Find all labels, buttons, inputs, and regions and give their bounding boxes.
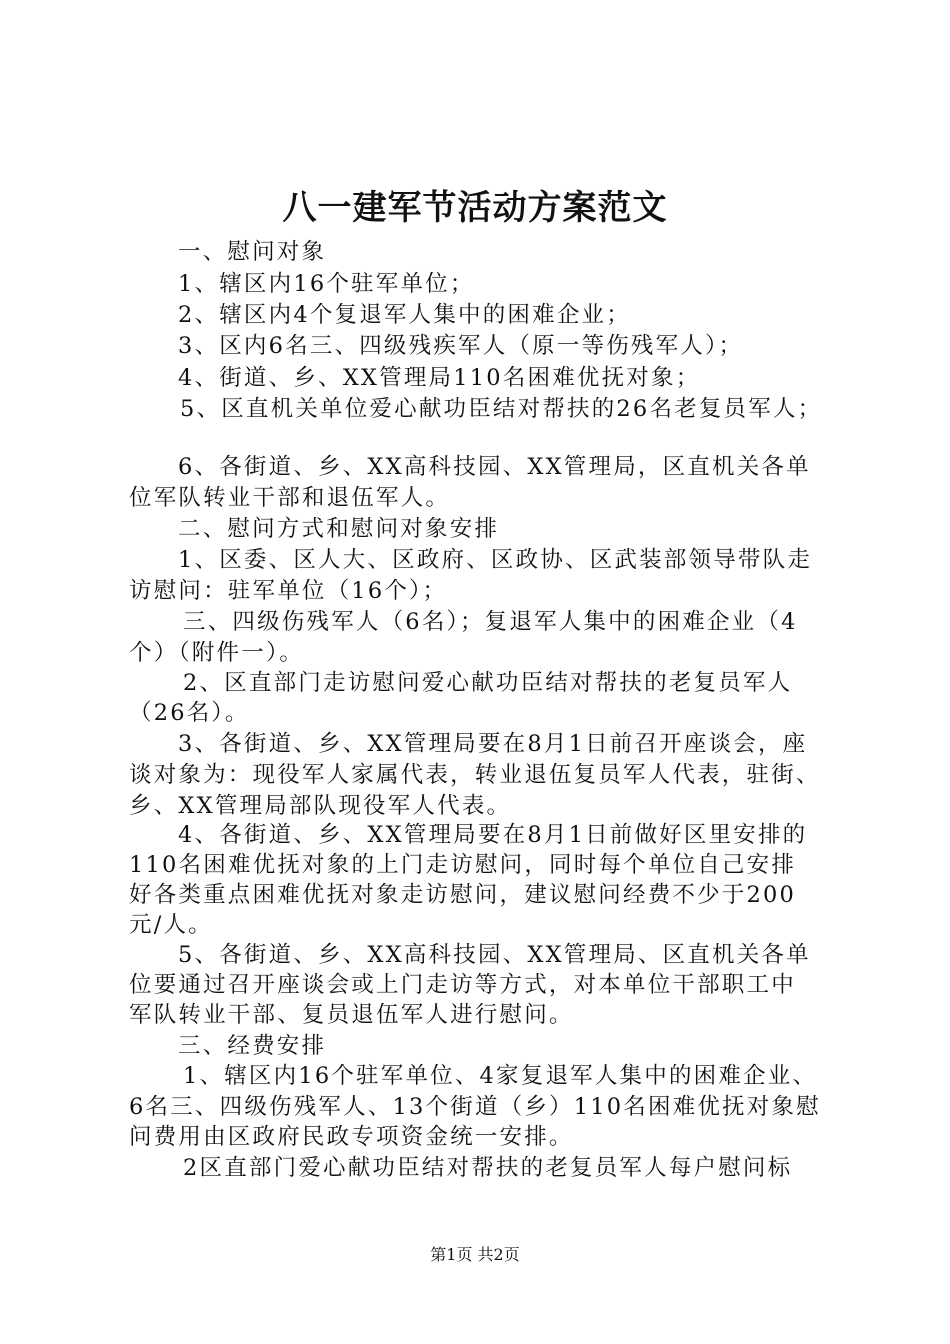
paragraph-line: 个）（附件一）。 <box>129 640 305 666</box>
paragraph-line: 1、辖区内16个驻军单位、4家复退军人集中的困难企业、 <box>183 1063 818 1089</box>
paragraph-line: 三、四级伤残军人（6名）；复退军人集中的困难企业（4 <box>183 609 798 635</box>
list-item: 3、区内6名三、四级残疾军人（原一等伤残军人）； <box>178 333 744 359</box>
paragraph-line: 1、区委、区人大、区政府、区政协、区武装部领导带队走 <box>178 547 813 573</box>
document-title: 八一建军节活动方案范文 <box>282 188 668 228</box>
paragraph-line: 谈对象为：现役军人家属代表，转业退伍复员军人代表，驻街、 <box>129 762 821 788</box>
paragraph-line: 位要通过召开座谈会或上门走访等方式，对本单位干部职工中 <box>129 972 796 998</box>
paragraph-line: 问费用由区政府民政专项资金统一安排。 <box>129 1124 574 1150</box>
paragraph-line: 访慰问：驻军单位（16个）； <box>129 578 448 604</box>
paragraph-line: 元/人。 <box>129 912 213 938</box>
paragraph-line: 2、区直部门走访慰问爱心献功臣结对帮扶的老复员军人 <box>183 670 793 696</box>
list-item: 1、辖区内16个驻军单位； <box>178 271 475 297</box>
section-heading: 一、慰问对象 <box>178 239 327 265</box>
list-item: 2、辖区内4个复退军人集中的困难企业； <box>178 302 631 328</box>
paragraph-line: （26名）。 <box>129 700 250 726</box>
paragraph-line: 2区直部门爱心献功臣结对帮扶的老复员军人每户慰问标 <box>183 1155 793 1181</box>
paragraph-line: 好各类重点困难优抚对象走访慰问，建议慰问经费不少于200 <box>129 882 797 908</box>
section-heading: 三、经费安排 <box>178 1033 327 1059</box>
paragraph-line: 军队转业干部、复员退伍军人进行慰问。 <box>129 1002 574 1028</box>
paragraph-line: 6名三、四级伤残军人、13个街道（乡）110名困难优抚对象慰 <box>129 1094 821 1120</box>
paragraph-line: 6、各街道、乡、XX高科技园、XX管理局，区直机关各单 <box>178 454 811 480</box>
paragraph-line: 4、各街道、乡、XX管理局要在8月1日前做好区里安排的 <box>178 822 808 848</box>
paragraph-line: 乡、XX管理局部队现役军人代表。 <box>129 793 512 819</box>
list-item: 5、区直机关单位爱心献功臣结对帮扶的26名老复员军人； <box>180 396 823 422</box>
paragraph-line: 5、各街道、乡、XX高科技园、XX管理局、区直机关各单 <box>178 942 811 968</box>
paragraph-line: 位军队转业干部和退伍军人。 <box>129 485 451 511</box>
section-heading: 二、慰问方式和慰问对象安排 <box>178 516 500 542</box>
paragraph-line: 110名困难优抚对象的上门走访慰问，同时每个单位自己安排 <box>129 852 797 878</box>
paragraph-line: 3、各街道、乡、XX管理局要在8月1日前召开座谈会，座 <box>178 731 808 757</box>
list-item: 4、街道、乡、XX管理局110名困难优抚对象； <box>178 365 701 391</box>
page-number-footer: 第1页 共2页 <box>430 1245 520 1264</box>
